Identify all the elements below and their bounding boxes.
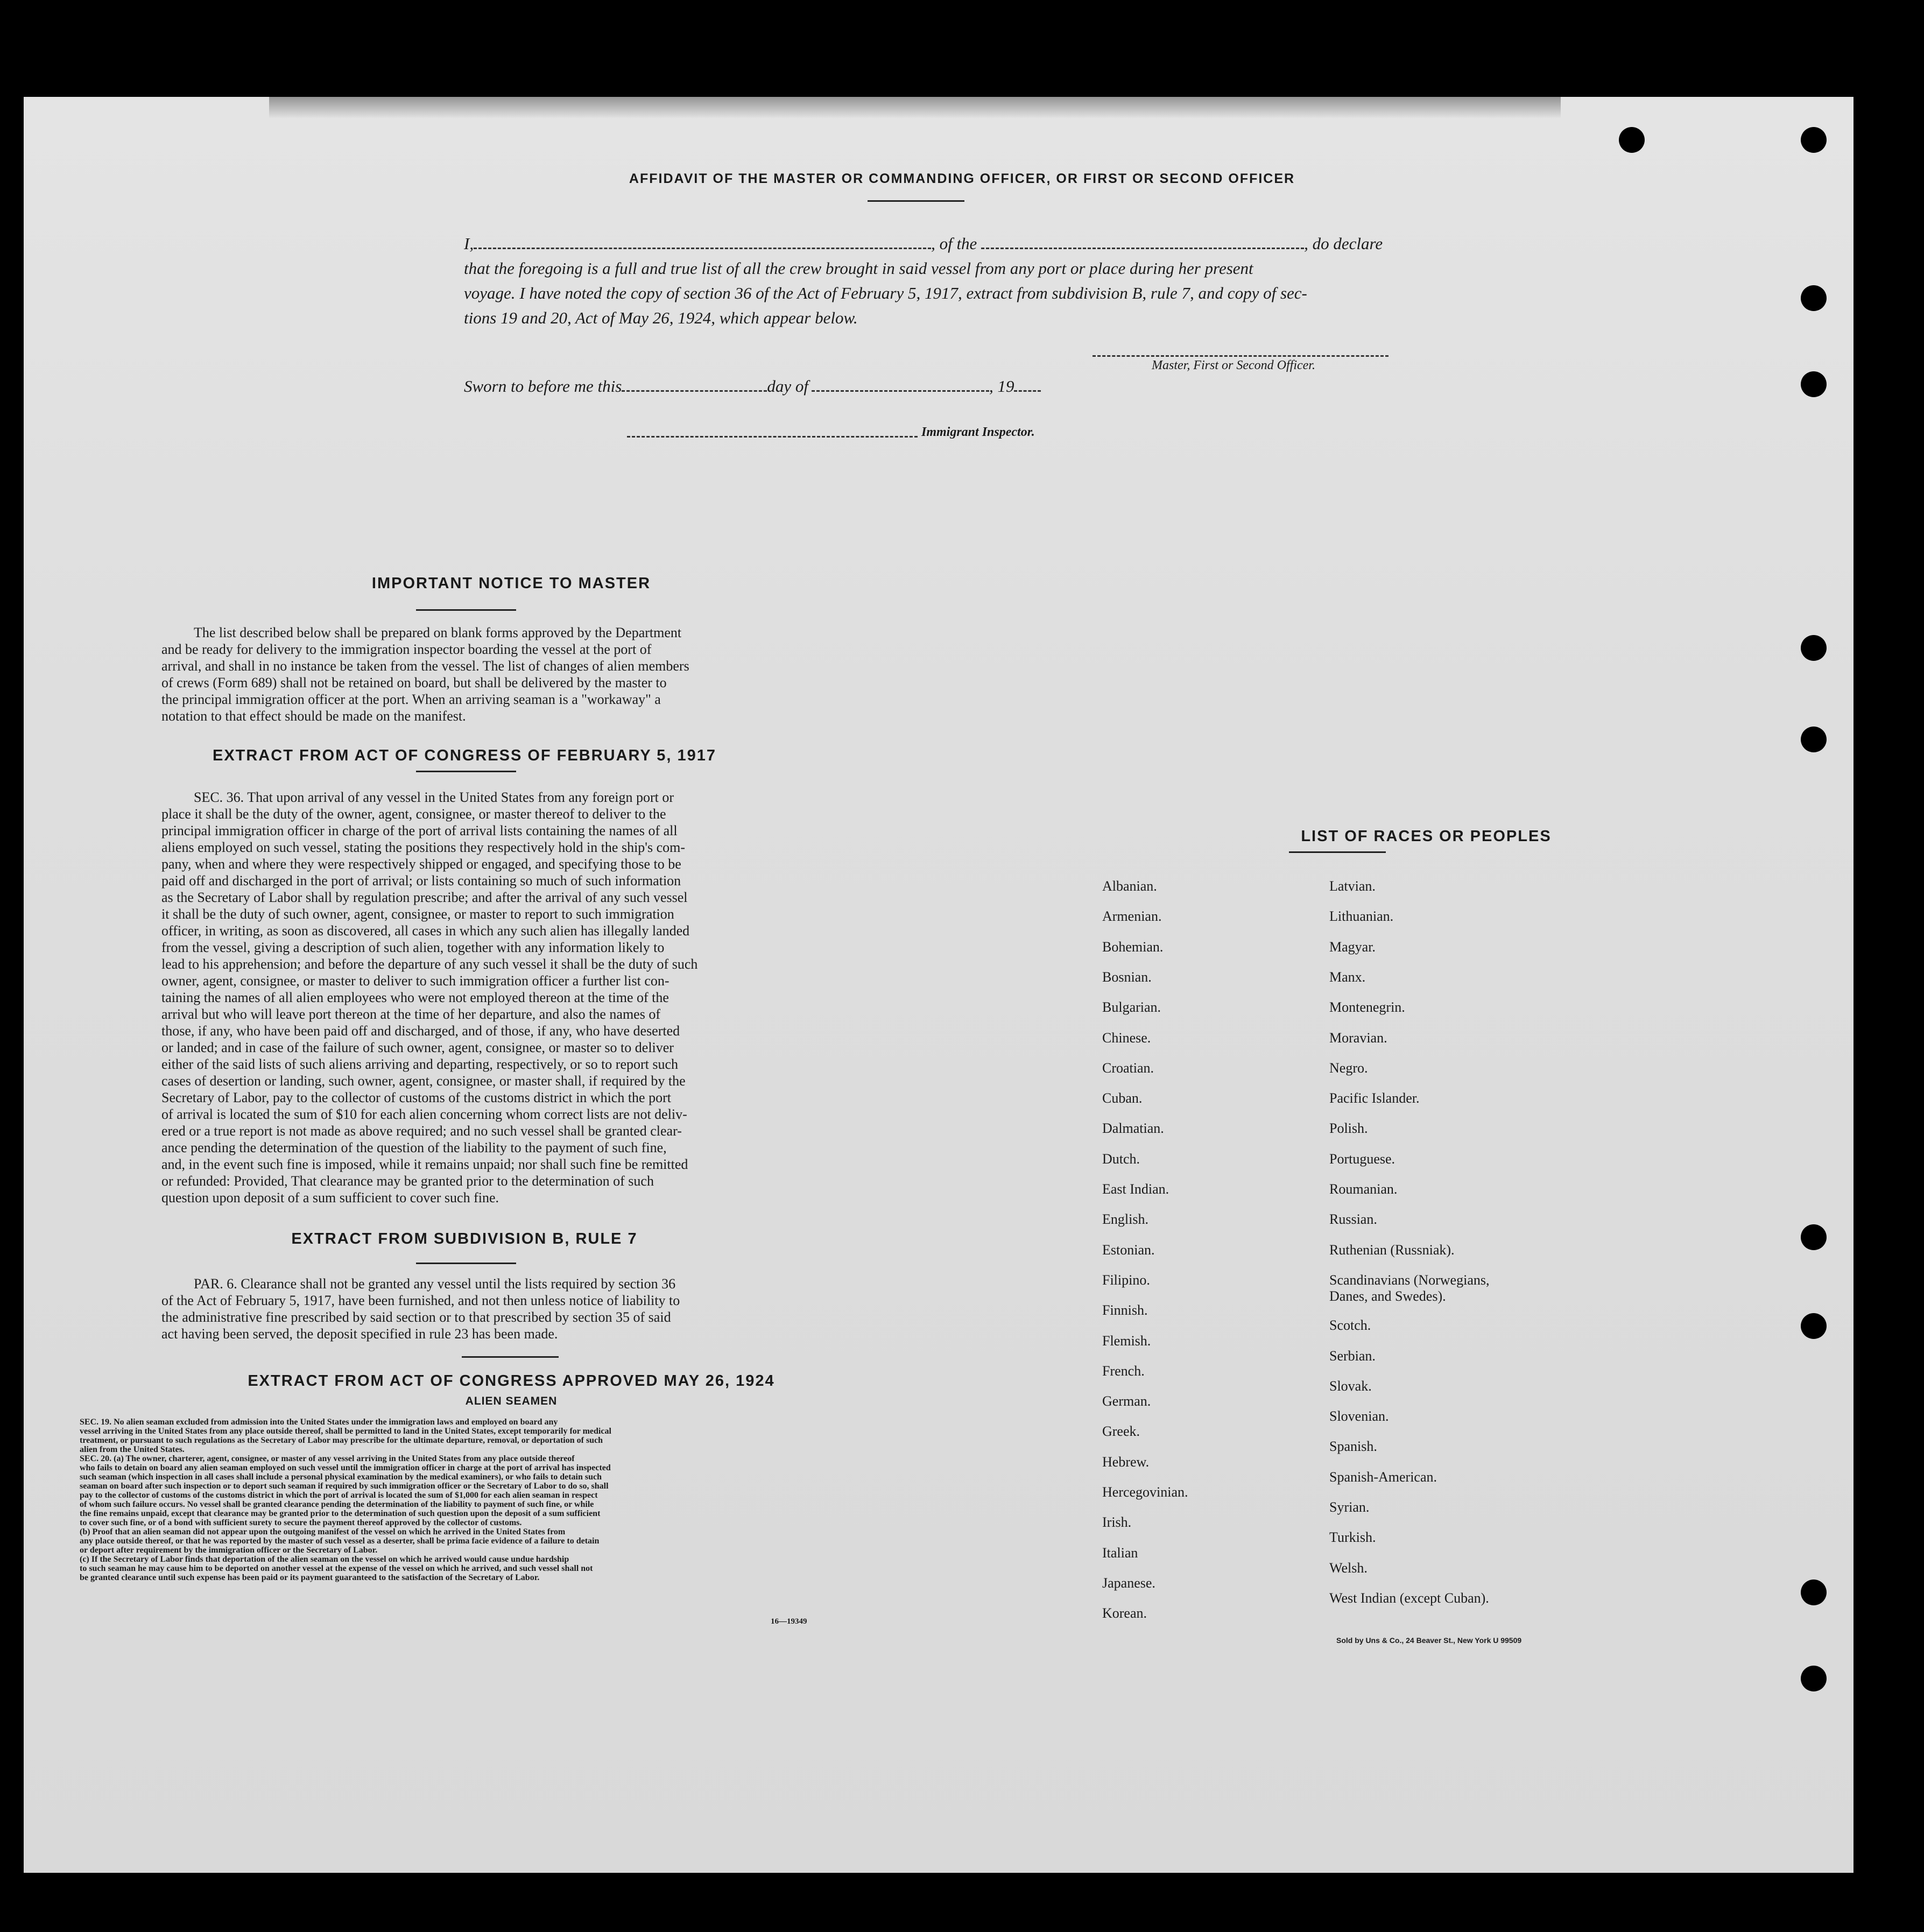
punch-hole: [1801, 1224, 1827, 1250]
race-item: Magyar.: [1329, 939, 1376, 955]
race-item: Russian.: [1329, 1211, 1377, 1228]
race-item: Scotch.: [1329, 1317, 1371, 1334]
extract-1924-divider: [462, 1356, 559, 1358]
affidavit-i: I,: [464, 234, 474, 253]
race-item: West Indian (except Cuban).: [1329, 1590, 1489, 1606]
affidavit-declare: , do declare: [1304, 234, 1383, 253]
race-item: Slovak.: [1329, 1378, 1372, 1394]
signature-label: Master, First or Second Officer.: [1152, 358, 1315, 372]
affidavit-line-1: [464, 231, 1422, 256]
race-item: Albanian.: [1102, 878, 1157, 894]
extract-1924-title: EXTRACT FROM ACT OF CONGRESS APPROVED MAY 26, 1924: [248, 1372, 775, 1390]
race-item: Croatian.: [1102, 1060, 1154, 1076]
race-item: Dalmatian.: [1102, 1120, 1164, 1137]
name-blank: [474, 248, 931, 249]
vessel-blank: [981, 248, 1304, 249]
race-item: Filipino.: [1102, 1272, 1150, 1288]
punch-hole: [1801, 371, 1827, 397]
year-blank: [1014, 390, 1041, 392]
race-item: Scandinavians (Norwegians, Danes, and Swedes).: [1329, 1272, 1490, 1304]
race-item: Korean.: [1102, 1605, 1147, 1621]
sworn-prefix: Sworn to before me this: [464, 377, 622, 396]
month-blank: [812, 390, 989, 392]
notice-body: The list described below shall be prepared on blank forms approved by the Department and be ready for delivery to the immigration inspector boarding the vessel at the port of arrival, and shall in no instance be taken from the vessel. The list of changes of alien members of crews (Form 689) shall not be retained on board, but shall be delivered by the master to the principal immigration officer at the port. When an arriving seaman is a "workaway" a notation to that effect should be made on the manifest.: [161, 625, 689, 724]
race-item: Roumanian.: [1329, 1181, 1398, 1197]
day-blank: [622, 390, 767, 392]
races-title: LIST OF RACES OR PEOPLES: [1301, 828, 1552, 845]
race-item: Spanish-American.: [1329, 1469, 1437, 1485]
form-number: 16—19349: [771, 1617, 807, 1626]
race-item: Bosnian.: [1102, 969, 1152, 985]
race-item: Irish.: [1102, 1514, 1132, 1531]
race-item: Portuguese.: [1329, 1151, 1396, 1167]
punch-hole: [1619, 127, 1645, 153]
extract-1917-body: SEC. 36. That upon arrival of any vessel in the United States from any foreign port or place it shall be the duty of the owner, agent, consignee, or master thereof to deliver to the principal immigration officer in charge of the port of arrival lists containing the names of all aliens employed on such vessel, stating the positions they respectively hold in the ship's com- pany, when and where they were respectively shipped or engaged, and specifying those to be paid off and discharged in the port of arrival; or lists containing so much of such information as the Secretary of Labor shall by regulation prescribe; and after the arrival of any such vessel it shall be the duty of such owner, agent, consignee, or master to report to such immigration officer, in writing, as soon as discovered, all cases in which any such alien has illegally landed from the vessel, giving a description of such alien, together with any information likely to lead to his apprehension; and before the departure of any such vessel it shall be the duty of such owner, agent, consignee, or master to deliver to such immigration officer a further list con- taining the names of all alien employees who were not employed thereon at the time of the arrival but who will leave port thereon at the time of her departure, and also the names of those, if any, who have been paid off and discharged, and of those, if any, who have deserted or landed; and in case of the failure of such owner, agent, consignee, or master so to deliver either of the said lists of such aliens arriving and departing, respectively, or so to report such cases of desertion or landing, such owner, agent, consignee, or master shall, if required by the Secretary of Labor, pay to the collector of customs of the customs district in which the port of arrival is located the sum of $10 for each alien concerning whom correct lists are not deliv- ered or a true report is not made as above required; and no such vessel shall be granted clear- ance pending the determination of the question of the liability to the payment of such fine, and, in the event such fine is imposed, while it remains unpaid; nor shall such fine be remitted or refunded: Provided, That clearance may be granted prior to the determination of such question upon deposit of a sum sufficient to cover such fine.: [161, 789, 698, 1205]
race-item: Turkish.: [1329, 1529, 1376, 1546]
race-item: French.: [1102, 1363, 1145, 1379]
race-item: Bohemian.: [1102, 939, 1164, 955]
race-item: Spanish.: [1329, 1439, 1377, 1455]
race-item: Bulgarian.: [1102, 999, 1161, 1016]
race-item: Slovenian.: [1329, 1408, 1389, 1425]
race-item: Pacific Islander.: [1329, 1090, 1420, 1106]
sworn-year: , 19: [989, 377, 1014, 396]
race-item: Japanese.: [1102, 1575, 1155, 1591]
affidavit-line-4: tions 19 and 20, Act of May 26, 1924, which appear below.: [464, 308, 858, 327]
race-item: Latvian.: [1329, 878, 1376, 894]
notice-divider: [416, 609, 516, 611]
race-item: Hercegovinian.: [1102, 1484, 1188, 1500]
affidavit-statement: [464, 231, 1422, 330]
race-item: Lithuanian.: [1329, 908, 1394, 925]
punch-hole: [1801, 727, 1827, 752]
affidavit-title: AFFIDAVIT OF THE MASTER OR COMMANDING OFFICER, OR FIRST OR SECOND OFFICER: [629, 171, 1295, 186]
race-item: Dutch.: [1102, 1151, 1140, 1167]
race-item: Ruthenian (Russniak).: [1329, 1242, 1455, 1258]
race-item: Flemish.: [1102, 1332, 1151, 1349]
race-item: Cuban.: [1102, 1090, 1143, 1106]
sworn-day-of: day of: [767, 377, 808, 396]
affidavit-of-the: , of the: [931, 234, 977, 253]
race-item: Welsh.: [1329, 1560, 1368, 1576]
race-item: Greek.: [1102, 1423, 1140, 1440]
signature-line: [1093, 355, 1389, 357]
race-item: East Indian.: [1102, 1181, 1169, 1197]
race-item: Syrian.: [1329, 1499, 1370, 1515]
race-item: Armenian.: [1102, 908, 1162, 925]
race-item: Italian: [1102, 1545, 1138, 1561]
extract-1924-subtitle: ALIEN SEAMEN: [465, 1395, 558, 1407]
race-item: English.: [1102, 1211, 1148, 1228]
race-item: Manx.: [1329, 969, 1366, 985]
punch-hole: [1801, 1580, 1827, 1605]
inspector-label: Immigrant Inspector.: [921, 425, 1035, 439]
affidavit-line-2: that the foregoing is a full and true list of all the crew brought in said vessel from any port or place during her present: [464, 259, 1253, 278]
punch-hole: [1801, 1666, 1827, 1691]
race-item: Polish.: [1329, 1120, 1368, 1137]
race-item: Estonian.: [1102, 1242, 1155, 1258]
punch-hole: [1801, 635, 1827, 661]
title-divider: [868, 200, 964, 202]
extract-1917-divider: [416, 771, 516, 772]
notice-title: IMPORTANT NOTICE TO MASTER: [371, 575, 651, 592]
punch-hole: [1801, 285, 1827, 311]
races-divider: [1289, 851, 1386, 853]
extract-1917-title: EXTRACT FROM ACT OF CONGRESS OF FEBRUARY 5, 1917: [212, 747, 717, 764]
race-item: Moravian.: [1329, 1030, 1387, 1046]
extract-rule7-body: PAR. 6. Clearance shall not be granted any vessel until the lists required by section 36 of the Act of February 5, 1917, have been furnished, and not then unless notice of liability to the administrative fine prescribed by said section or to that prescribed by section 35 of said act having been served, the deposit specified in rule 23 has been made.: [161, 1276, 680, 1342]
race-item: Montenegrin.: [1329, 999, 1405, 1016]
inspector-signature-line: [627, 436, 918, 438]
extract-rule7-title: EXTRACT FROM SUBDIVISION B, RULE 7: [291, 1230, 638, 1247]
punch-hole: [1801, 127, 1827, 153]
extract-rule7-divider: [416, 1263, 516, 1264]
race-item: Negro.: [1329, 1060, 1368, 1076]
race-item: Hebrew.: [1102, 1454, 1150, 1470]
sworn-line: [464, 377, 1041, 396]
punch-hole: [1801, 1313, 1827, 1339]
race-item: German.: [1102, 1393, 1151, 1409]
race-item: Serbian.: [1329, 1348, 1376, 1364]
race-item: Finnish.: [1102, 1302, 1148, 1318]
extract-1924-body: SEC. 19. No alien seaman excluded from admission into the United States under the immigration laws and employed on board any vessel arriving in the United States from any place outside thereof, shall be permitted to land in the United States, except temporarily for medical treatment, or pursuant to such regulations as the Secretary of Labor may prescribe for the ultimate departure, removal, or deportation of such alien from the United States. SEC. 20. (a) The owner, charterer, agent, consignee, or master of any vessel arriving in the United States from any place outside thereof who fails to detain on board any alien seaman employed on such vessel until the immigration officer in charge at the port of arrival has inspected such seaman (which inspection in all cases shall include a personal physical examination by the medical examiners), or who fails to detain such seaman on board after such inspection or to deport such seaman if required by such immigration officer or the Secretary of Labor to do so, shall pay to the collector of customs of the customs district in which the port of arrival is located the sum of $1,000 for each alien seaman in respect of whom such failure occurs. No vessel shall be granted clearance pending the determination of the liability to payment of such fine, or while the fine remains unpaid, except that clearance may be granted prior to the determination of such question upon the deposit of a sum sufficient to cover such fine, or of a bond with sufficient surety to secure the payment thereof approved by the collector of customs. (b) Proof that an alien seaman did not appear upon the outgoing manifest of the vessel on which he arrived in the United States from any place outside thereof, or that he was reported by the master of such vessel as a deserter, shall be prima facie evidence of a failure to detain or deport after requirement by the immigration officer or the Secretary of Labor. (c) If the Secretary of Labor finds that deportation of the alien seaman on the vessel on which he arrived would cause undue hardship to such seaman he may cause him to be deported on another vessel at the expense of the vessel on which he arrived, and such vessel shall not be granted clearance until such expense has been paid or its payment guaranteed to the satisfaction of the Secretary of Labor.: [80, 1418, 611, 1582]
race-item: Chinese.: [1102, 1030, 1151, 1046]
page-shadow: [269, 97, 1561, 118]
printer-imprint: Sold by Uns & Co., 24 Beaver St., New York U 99509: [1336, 1636, 1522, 1645]
affidavit-line-3: voyage. I have noted the copy of section 36 of the Act of February 5, 1917, extract from subdivision B, rule 7, and copy of sec-: [464, 284, 1307, 302]
